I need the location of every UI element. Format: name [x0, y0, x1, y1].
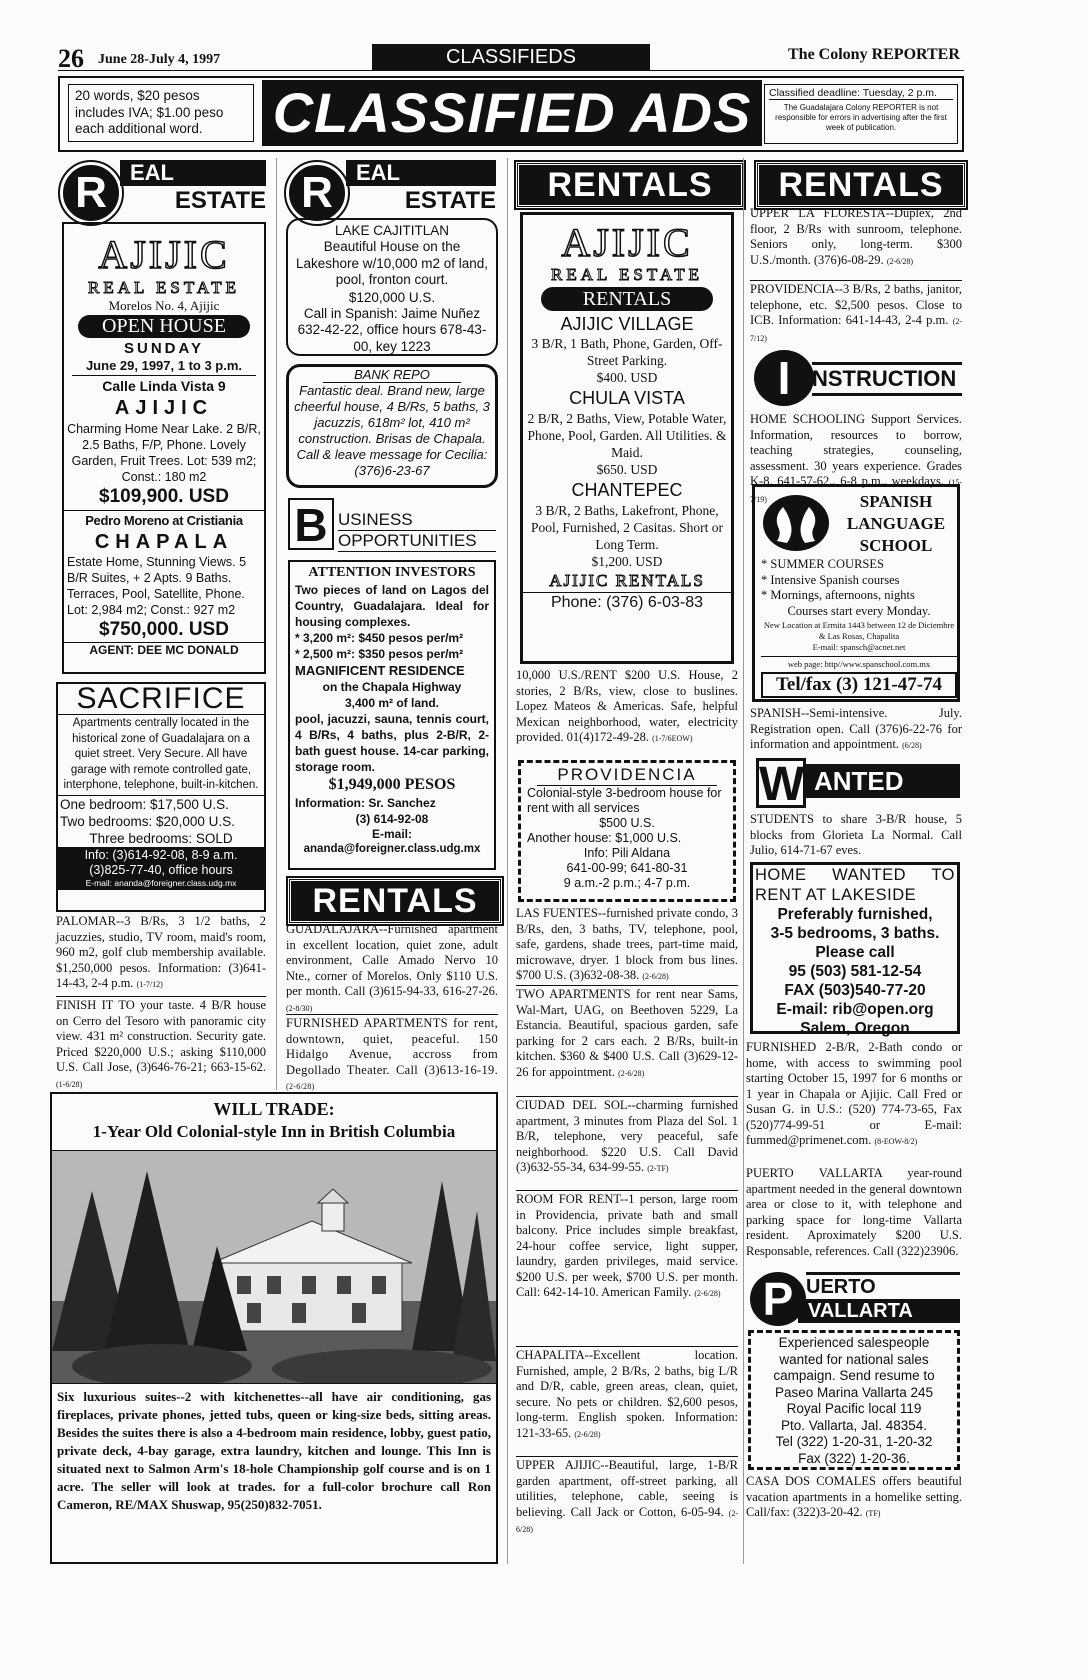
- hw-l7: Salem, Oregon: [800, 1020, 910, 1037]
- floresta-ad: [750, 206, 962, 269]
- hw-title: HOME WANTED TO RENT AT LAKESIDE: [755, 866, 955, 904]
- hw-l5: FAX (503)540-77-20: [784, 982, 926, 999]
- prov-p1: $500 U.S.: [599, 816, 655, 830]
- col2-realestate-header: [286, 160, 496, 216]
- chapalita-ad: [516, 1348, 738, 1442]
- listing1-street: Calle Linda Vista 9: [102, 378, 226, 394]
- spanish-semi-ad: [750, 706, 962, 754]
- header-top: UERTO: [806, 1272, 960, 1299]
- investors-price: $1,949,000 PESOS: [328, 776, 456, 793]
- sales-l3: Royal Pacific local 119: [786, 1401, 922, 1416]
- sales-l6: Fax (322) 1-20-36.: [798, 1450, 910, 1466]
- ajijic-realestate-ad: [62, 222, 266, 674]
- header-bottom: VALLARTA: [798, 1299, 960, 1323]
- bank-title: BANK REPO: [323, 367, 461, 383]
- two-apartments-ad: [516, 987, 738, 1081]
- listing2-street: Pedro Moreno at Cristiania: [85, 513, 243, 528]
- sacrifice-title: SACRIFICE: [58, 684, 264, 715]
- providencia-rent-ad: [750, 282, 962, 346]
- ciudad-del-sol-ad: [516, 1098, 738, 1177]
- inn-photo: [52, 1150, 496, 1384]
- header-letter: I: [754, 350, 814, 406]
- prov-info: Info: Pili Aldana: [583, 846, 671, 860]
- casa-code: (TF): [865, 1509, 881, 1518]
- tenk-text: 10,000 U.S./RENT $200 U.S. House, 2 stories, 2 B/Rs, view, close to buslines. Lopez Mateos & Americas. Safe, helpful Mexican neighborhood, water, electricity provided. 01(4)172-49-28.: [516, 668, 738, 744]
- school-title-3: SCHOOL: [859, 536, 933, 555]
- hw-l2: 3-5 bedrooms, 3 baths.: [770, 925, 940, 942]
- header-letter: W: [756, 758, 806, 808]
- two-apts-code: (2-6/28): [618, 1068, 645, 1078]
- investors-mag-sub: on the Chapala Highway: [322, 680, 462, 694]
- students-ad: STUDENTS to share 3-B/R house, 5 blocks from Glorieta La Normal. Call Julio, 614-71-67 eves.: [750, 812, 962, 857]
- floresta-code: (2-6/28): [886, 256, 914, 266]
- open-house-day: SUNDAY: [124, 340, 204, 357]
- rates-box: 20 words, $20 pesos includes IVA; $1.00 peso each additional word.: [68, 84, 254, 142]
- header-letter: R: [286, 162, 348, 224]
- prov-hours: 9 a.m.-2 p.m.; 4-7 p.m.: [563, 876, 691, 890]
- rentals-footer-logo: AJIJIC RENTALS: [549, 571, 705, 590]
- palomar-ad: [56, 914, 266, 993]
- listing1-price: $109,900. USD: [99, 486, 229, 507]
- instruction-header: [754, 350, 962, 406]
- guadalajara-code: (2-8/30): [286, 1003, 313, 1013]
- sacrifice-three: Three bedrooms: SOLD: [89, 830, 233, 846]
- fuentes-text: LAS FUENTES--furnished private condo, 3 B/Rs, den, 3 baths, TV, telephone, pool, safe, gardens, shade trees, part-time maid, microwave, dryer. 1 block from bus lines. $700 U.S. (3)632-08-38.: [516, 906, 738, 982]
- section-banner: CLASSIFIEDS: [372, 44, 650, 70]
- upper-ajijic-ad: [516, 1458, 738, 1538]
- upper-ajijic-text: UPPER AJIJIC--Beautiful, large, 1-B/R garden apartment, off-street parking, all utilities, telephone, cable, seeing is believing. Call Jack or Cotton, 6-05-94.: [516, 1458, 738, 1519]
- tenk-ad: [516, 668, 738, 747]
- providencia-ad: [518, 760, 736, 902]
- school-title: [835, 491, 957, 557]
- chula-price: $650. USD: [596, 462, 658, 477]
- sacrifice-info1: Info: (3)614-92-08, 8-9 a.m.: [84, 847, 238, 862]
- investors-lot1: * 3,200 m²: $450 pesos per/m²: [295, 631, 464, 645]
- lake-contact: Call in Spanish: Jaime Nuñez 632-42-22, office hours 678-43-00, key 1223: [297, 305, 487, 354]
- chapalita-code: (2-6/28): [574, 1429, 601, 1439]
- listing1-desc: Charming Home Near Lake. 2 B/R, 2.5 Baths, F/P, Phone. Lovely Garden, Fruit Trees. Lot: 539 m2; Const.: 180 m2: [67, 422, 261, 484]
- trade-body: Six luxurious suites--2 with kitchenettes--all have air conditioning, gas fireplaces, private phones, jetted tubs, queen or king-size beds, sitting areas. Besides the suites there is also a 4-bedroom main residence, lobby, guest patio, private deck, 4-bay garage, extra laundry, kitchen and lounge. This Inn is situated next to Salmon Arm's 18-hole Championship golf course and is on 1 acre. The seller will look at trades. for a full-color brochure call Ron Cameron, RE/MAX Shuswap, 95(250)832-7051.: [57, 1389, 491, 1512]
- listing1-town: AJIJIC: [114, 397, 214, 419]
- investors-ad: [288, 560, 496, 870]
- sales-l5: Tel (322) 1-20-31, 1-20-32: [775, 1434, 933, 1449]
- room-for-rent-ad: [516, 1192, 738, 1302]
- issue-date: June 28-July 4, 1997: [98, 52, 221, 67]
- two-apts-text: TWO APARTMENTS for rent near Sams, Wal-Mart, UAG, on Beethoven 5229, La Estancia. Beautiful, spacious garden, safe parking for 2 cars each. 2 B/Rs, built-in kitchen. $360 & $400 U.S. Call (3)629-12-26 for appointment.: [516, 987, 738, 1079]
- furnished-apartments-ad: [286, 1016, 498, 1095]
- guadalajara-text: GUADALAJARA--Furnished apartment in excellent location, quiet zone, adult environment, Calle Amado Nervo 10 Nte., corner of Morelos. Only $110 U.S. per month. Call (3)615-94-33, 616-27-26.: [286, 922, 498, 998]
- village-desc: 3 B/R, 1 Bath, Phone, Garden, Off-Street Parking.: [531, 336, 723, 368]
- col3-rentals-header: RENTALS: [516, 162, 744, 208]
- sacrifice-body: Apartments centrally located in the historical zone of Guadalajara on a quiet street. Very Secure. All have garage with remote controlled gate, interphone, telephone, built-in-kitchen.: [63, 717, 259, 791]
- investors-body: Two pieces of land on Lagos del Country, Guadalajara. Ideal for housing complexes.: [295, 583, 489, 629]
- rentals-logo: AJIJIC: [561, 220, 693, 265]
- chula-title: CHULA VISTA: [569, 388, 685, 408]
- header-top: EAL: [346, 160, 496, 186]
- sales-l2: Paseo Marina Vallarta 245: [774, 1384, 934, 1400]
- sales-l4: Pto. Vallarta, Jal. 48354.: [780, 1417, 928, 1433]
- header-top: USINESS: [338, 510, 496, 531]
- providencia-rent-text: PROVIDENCIA--3 B/Rs, 2 baths, janitor, telephone, etc. $2,500 pesos. Close to ICB. Information: 641-14-43, 2-4 p.m.: [750, 282, 962, 327]
- school-email: E-mail: spansch@acnet.net: [812, 642, 906, 652]
- hw-l6: E-mail: rib@open.org: [776, 1001, 934, 1018]
- header-text: NSTRUCTION: [812, 362, 962, 396]
- ciudad-code: (2-TF): [647, 1164, 669, 1173]
- investors-info: Information: Sr. Sanchez: [295, 796, 436, 810]
- masthead-title: CLASSIFIED ADS: [262, 80, 762, 146]
- sales-wanted-ad: [748, 1330, 960, 1470]
- trade-title: WILL TRADE:: [213, 1099, 335, 1119]
- school-title-2: LANGUAGE: [846, 514, 946, 533]
- inn-photo-illustration: [52, 1151, 496, 1383]
- school-b4: Courses start every Monday.: [787, 603, 931, 618]
- fuentes-code: (2-6/28): [642, 972, 669, 981]
- school-title-1: SPANISH: [859, 492, 933, 511]
- investors-mag-body: pool, jacuzzi, sauna, tennis court, 4 B/Rs, 4 baths, plus 2-B/R, 2-bath guest house. 14-car parking, storage room.: [295, 712, 489, 774]
- furnished-condo-ad: [746, 1040, 962, 1150]
- speaking-heads-icon: [761, 493, 831, 553]
- investors-mag-land: 3,400 m² of land.: [344, 696, 440, 710]
- header-text: ANTED: [806, 764, 960, 798]
- hw-l4: 95 (503) 581-12-54: [788, 963, 922, 980]
- header-bottom: ESTATE: [404, 187, 496, 214]
- puerto-vallarta-header: [750, 1272, 960, 1326]
- hw-l3: Please call: [815, 944, 895, 961]
- providencia-rent-code: (2-7/12): [750, 317, 963, 343]
- rentals-logo-sub: REAL ESTATE: [550, 265, 704, 284]
- lake-cajititlan-ad: [286, 218, 498, 356]
- sacrifice-two: Two bedrooms: $20,000 U.S.: [60, 813, 235, 829]
- village-title: AJIJIC VILLAGE: [560, 314, 694, 334]
- header-letter: B: [288, 498, 334, 550]
- casa-text: CASA DOS COMALES offers beautiful vacation apartments in a homelike setting. Call/fax: (322)3-20-42.: [746, 1474, 962, 1519]
- chapalita-text: CHAPALITA--Excellent location. Furnished, ample, 2 B/Rs, 2 baths, big L/R and D/R, cable, green areas, clean, quiet, secure. No pets or children. $2,600 pesos, long-term. English spoken. Information: 121-33-65.: [516, 1348, 738, 1440]
- finish-text: FINISH IT TO your taste. 4 B/R house on Cerro del Tesoro with panoramic city view. 431 m² construction. Security gate. Priced $220,000 U.S.; asking $110,000 U.S. Call Jose, (3)646-76-21; 663-15-62.: [56, 998, 266, 1074]
- homeschool-code: (15-7/19): [750, 478, 962, 504]
- casa-dos-comales-ad: [746, 1474, 962, 1522]
- investors-mag: MAGNIFICENT RESIDENCE: [295, 663, 465, 678]
- school-b2: * Intensive Spanish courses: [761, 572, 900, 587]
- disclaimer-text: The Guadalajara Colony REPORTER is not responsible for errors in advertising after the first week of publication.: [775, 103, 947, 132]
- tenk-code: (1-7/6EOW): [652, 734, 693, 743]
- column-rule: [507, 158, 508, 1564]
- chantepec-desc: 3 B/R, 2 Baths, Lakefront, Phone, Pool, Furnished, 2 Casitas. Short or Long Term.: [530, 503, 723, 552]
- guadalajara-ad: [286, 922, 498, 1016]
- investors-title: ATTENTION INVESTORS: [308, 565, 476, 580]
- school-web: web page: http//www.spanschool.com.mx: [761, 656, 957, 671]
- listing2-desc: Estate Home, Stunning Views. 5 B/R Suites, + 2 Apts. 9 Baths. Terraces, Pool, Satellite, Phone. Lot: 2,984 m2; Const.: 927 m2: [67, 555, 247, 617]
- lake-title: LAKE CAJITITLAN: [334, 223, 450, 238]
- open-house-date: June 29, 1997, 1 to 3 p.m.: [85, 358, 243, 373]
- school-b1: * SUMMER COURSES: [761, 557, 884, 571]
- column-rule: [276, 158, 277, 1090]
- header-letter: R: [60, 162, 122, 224]
- school-location: New Location at Ermita 1443 between 12 de Diciembre & Las Rosas, Chapalita: [763, 620, 955, 641]
- col2-rentals-header: RENTALS: [288, 878, 502, 924]
- will-trade-ad: [50, 1092, 498, 1564]
- lake-price: $120,000 U.S.: [348, 289, 436, 305]
- room-text: ROOM FOR RENT--1 person, large room in Providencia, private bath and small balcony. Price includes simple breakfast, 24-hour coffee service, light supper, laundry, garden privileges, maid service. $200 U.S. per week, $700 U.S. per month. Call: 642-14-10. American Family.: [516, 1192, 738, 1299]
- rentals-phone: Phone: (376) 6-03-83: [523, 592, 731, 613]
- spanish-school-ad: [752, 484, 960, 702]
- col1-realestate-header: [60, 160, 266, 216]
- sacrifice-info2: (3)825-77-40, office hours: [89, 862, 233, 877]
- fuentes-ad: [516, 906, 738, 985]
- hw-l1: Preferably furnished,: [777, 906, 933, 923]
- rentals-badge: RENTALS: [541, 287, 713, 311]
- bank-body: Fantastic deal. Brand new, large cheerful house, 4 B/Rs, 5 baths, 3 jacuzzis, 618m² lot, 410 m² construction. Brisas de Chapala. Call & leave message for Cecilia: (376)6-23-67: [294, 383, 490, 478]
- ajijic-address: Morelos No. 4, Ajijic: [108, 298, 220, 313]
- header-rule: [58, 70, 964, 71]
- palomar-text: PALOMAR--3 B/Rs, 3 1/2 baths, 2 jacuzzies, studio, TV room, maid's room, 960 m2, golf club membership available. $1,250,000 pesos. Information: (3)641-14-43, 2-4 p.m.: [56, 914, 266, 990]
- ciudad-text: CIUDAD DEL SOL--charming furnished apartment, 3 minutes from Plaza del Sol. 1 B/R, telephone, very peaceful, safe neighborhood. $220 U.S. Call David (3)632-55-34, 634-99-55.: [516, 1098, 738, 1174]
- header-top: EAL: [120, 160, 266, 186]
- chula-desc: 2 B/R, 2 Baths, View, Potable Water, Phone, Pool, Garden. All Utilities. & Maid.: [527, 411, 727, 460]
- village-price: $400. USD: [596, 370, 658, 385]
- prov-l2: Another house: $1,000 U.S.: [527, 831, 682, 845]
- listing2-price: $750,000. USD: [99, 619, 229, 640]
- lake-body: Beautiful House on the Lakeshore w/10,000 m2 of land, pool, fronton court.: [295, 239, 489, 287]
- chantepec-price: $1,200. USD: [591, 554, 663, 569]
- prov-l1: Colonial-style 3-bedroom house for rent with all services: [527, 786, 722, 815]
- finish-code: (1-6/28): [56, 1079, 83, 1089]
- sacrifice-ad: [56, 682, 266, 912]
- deadline-text: Classified deadline: Tuesday, 2 p.m.: [769, 87, 953, 100]
- header-letter: P: [750, 1272, 806, 1326]
- header-bottom: ESTATE: [174, 187, 266, 214]
- palomar-code: (1-7/12): [136, 980, 163, 989]
- chantepec-title: CHANTEPEC: [571, 480, 683, 500]
- business-header: [288, 498, 496, 552]
- header-bottom: OPPORTUNITIES: [338, 531, 496, 552]
- listing-agent: AGENT: DEE MC DONALD: [64, 642, 264, 657]
- deadline-box: [764, 84, 958, 144]
- finish-ad: [56, 998, 266, 1092]
- investors-phone: (3) 614-92-08: [355, 812, 429, 826]
- col4-rentals-header: RENTALS: [756, 162, 966, 208]
- sacrifice-email: E-mail: ananda@foreigner.class.udg.mx: [85, 877, 237, 888]
- wanted-header: [756, 758, 960, 810]
- furnished2-code: (8-EOW-8/2): [874, 1137, 918, 1146]
- vallarta-wanted-ad: PUERTO VALLARTA year-round apartment needed in the general downtown area or close to it, with telephone and parking space for long-time Vallarta resident. Aproximately $200 U.S. Responsable, references. Call (322)23906.: [746, 1166, 962, 1258]
- trade-subtitle: 1-Year Old Colonial-style Inn in British Columbia: [92, 1122, 456, 1141]
- floresta-text: UPPER LA FLORESTA--Duplex, 2nd floor, 2 B/Rs with sunroom, telephone. Seniors only, long-term. $300 U.S./month. (376)6-08-29.: [750, 206, 962, 267]
- spanish-ad-code: (6/28): [902, 741, 922, 750]
- furnished2-text: FURNISHED 2-B/R, 2-Bath condo or home, with access to swimming pool starting October 15, 1997 for 6 months or 1 year in Chapala or Ajijic. Call Fred or Susan G. in U.S.: (520) 774-73-65, Fax (520)774-99-51 or E-mail: fummed@primenet.com.: [746, 1040, 962, 1147]
- ajijic-logo-sub: REAL ESTATE: [87, 278, 241, 297]
- spanish-ad-text: SPANISH--Semi-intensive. July. Registration open. Call (376)6-22-76 for information and appointment.: [750, 706, 962, 751]
- prov-phones: 641-00-99; 641-80-31: [566, 861, 688, 875]
- ajijic-rentals-ad: [520, 212, 734, 664]
- upper-ajijic-code: (2-6/28): [516, 1508, 738, 1534]
- home-wanted-ad: [750, 862, 960, 1037]
- homeschool-text: HOME SCHOOLING Support Services. Information, resources to borrow, teaching strategies, counseling, assessment. 30 years experience. Grades K-8. 641-57-62., 6-8 p.m., weekdays.: [750, 412, 962, 488]
- sales-l1: Experienced salespeople wanted for national sales campaign. Send resume to: [773, 1335, 935, 1383]
- room-code: (2-6/28): [694, 1289, 721, 1298]
- furnished-text: FURNISHED APARTMENTS for rent, downtown, quiet, peaceful. 150 Hidalgo Avenue, accross from Degollado Theater. Call (3)613-16-19.: [286, 1016, 498, 1077]
- ajijic-logo: AJIJIC: [98, 232, 230, 277]
- furnished-code: (2-6/28): [286, 1082, 315, 1091]
- open-house-badge: OPEN HOUSE: [78, 315, 250, 338]
- school-b3: * Mornings, afternoons, nights: [761, 588, 915, 602]
- prov-title: PROVIDENCIA: [537, 765, 717, 786]
- sacrifice-one: One bedroom: $17,500 U.S.: [58, 795, 264, 813]
- investors-lot2: * 2,500 m²: $350 pesos per/m²: [295, 647, 464, 661]
- school-telfax: Tel/fax (3) 121-47-74: [761, 672, 957, 698]
- listing2-town: CHAPALA: [94, 531, 234, 553]
- investors-email: ananda@foreigner.class.udg.mx: [303, 843, 481, 855]
- paper-name: The Colony REPORTER: [788, 46, 960, 63]
- bank-repo-ad: [286, 364, 498, 488]
- page-number: 26: [58, 44, 84, 73]
- investors-email-label: E-mail:: [371, 827, 412, 841]
- column-rule: [743, 158, 744, 1564]
